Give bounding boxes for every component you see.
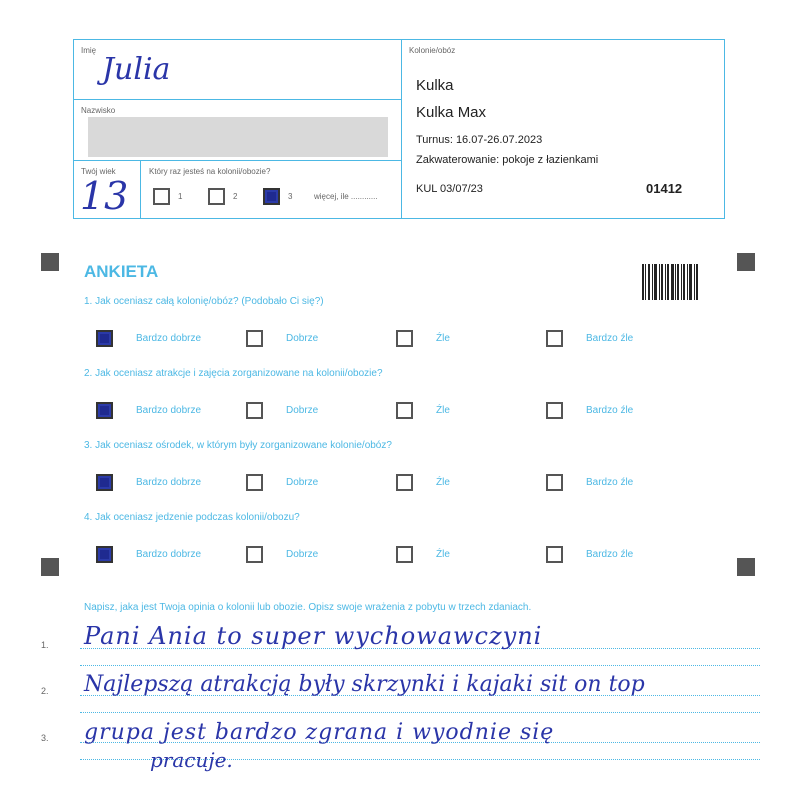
times-label: Który raz jesteś na kolonii/obozie? <box>149 167 271 176</box>
rating-checkbox[interactable] <box>96 330 113 347</box>
answer-line-2[interactable]: Najlepszą atrakcją były skrzynki i kajaki sit on top <box>84 672 645 697</box>
rating-checkbox[interactable] <box>96 402 113 419</box>
line-number: 3. <box>41 733 49 743</box>
times-option-label: 1 <box>178 192 183 201</box>
writing-line <box>80 665 760 666</box>
rating-option-label: Bardzo źle <box>586 477 634 488</box>
header-row-divider <box>74 160 401 161</box>
surname-redaction <box>88 117 388 157</box>
rating-checkbox[interactable] <box>546 402 563 419</box>
rating-option-label: Dobrze <box>286 405 319 416</box>
rating-checkbox[interactable] <box>396 402 413 419</box>
rating-checkbox[interactable] <box>246 402 263 419</box>
rating-checkbox[interactable] <box>396 474 413 491</box>
rating-checkbox[interactable] <box>246 474 263 491</box>
question-text: 1. Jak oceniasz całą kolonię/obóz? (Podobało Ci się?) <box>84 296 324 307</box>
registration-mark <box>737 253 755 271</box>
answer-line-3[interactable]: grupa jest bardzo zgrana i wyodnie się <box>84 720 555 745</box>
registration-mark <box>41 253 59 271</box>
turnus: Turnus: 16.07-26.07.2023 <box>416 134 543 146</box>
accommodation: Zakwaterowanie: pokoje z łazienkami <box>416 154 599 166</box>
answer-line-1[interactable]: Pani Ania to super wychowawczyni <box>84 622 543 650</box>
header-age-divider <box>140 160 141 218</box>
rating-checkbox[interactable] <box>546 546 563 563</box>
line-number: 1. <box>41 640 49 650</box>
age-label: Twój wiek <box>81 167 116 176</box>
rating-checkbox[interactable] <box>96 546 113 563</box>
rating-checkbox[interactable] <box>246 330 263 347</box>
header-row-divider <box>74 99 401 100</box>
rating-option-label: Bardzo źle <box>586 549 634 560</box>
rating-option-label: Źle <box>436 477 450 488</box>
rating-option-label: Źle <box>436 549 450 560</box>
rating-option-label: Bardzo źle <box>586 333 634 344</box>
times-checkbox-2[interactable] <box>208 188 225 205</box>
rating-checkbox[interactable] <box>546 330 563 347</box>
writing-line <box>80 712 760 713</box>
answer-line-4[interactable]: pracuje. <box>150 748 233 772</box>
camp-name-2: Kulka Max <box>416 104 487 121</box>
header-divider <box>401 40 402 218</box>
question-text: 3. Jak oceniasz ośrodek, w którym były zorganizowane kolonie/obóz? <box>84 440 392 451</box>
rating-option-label: Dobrze <box>286 477 319 488</box>
age-value[interactable]: 13 <box>80 174 129 218</box>
question-text: 4. Jak oceniasz jedzenie podczas kolonii/obozu? <box>84 512 300 523</box>
camp-label: Kolonie/obóz <box>409 46 456 55</box>
times-more-field[interactable]: więcej, ile ............ <box>314 192 378 201</box>
rating-checkbox[interactable] <box>396 546 413 563</box>
line-number: 2. <box>41 686 49 696</box>
rating-option-label: Bardzo dobrze <box>136 477 202 488</box>
times-checkbox-1[interactable] <box>153 188 170 205</box>
name-value[interactable]: Julia <box>102 52 171 87</box>
rating-option-label: Bardzo dobrze <box>136 333 202 344</box>
survey-title: ANKIETA <box>84 262 159 281</box>
camp-name-1: Kulka <box>416 77 454 94</box>
header-form <box>73 39 725 219</box>
camp-code: KUL 03/07/23 <box>416 183 483 195</box>
form-number: 01412 <box>646 181 683 196</box>
rating-option-label: Źle <box>436 405 450 416</box>
question-text: 2. Jak oceniasz atrakcje i zajęcia zorganizowane na kolonii/obozie? <box>84 368 383 379</box>
rating-option-label: Bardzo źle <box>586 405 634 416</box>
rating-option-label: Dobrze <box>286 549 319 560</box>
surname-label: Nazwisko <box>81 106 116 115</box>
times-option-label: 3 <box>288 192 293 201</box>
rating-option-label: Bardzo dobrze <box>136 405 202 416</box>
rating-option-label: Bardzo dobrze <box>136 549 202 560</box>
rating-checkbox[interactable] <box>396 330 413 347</box>
times-checkbox-3[interactable] <box>263 188 280 205</box>
rating-checkbox[interactable] <box>96 474 113 491</box>
rating-option-label: Dobrze <box>286 333 319 344</box>
rating-option-label: Źle <box>436 333 450 344</box>
opinion-prompt: Napisz, jaka jest Twoja opinia o kolonii lub obozie. Opisz swoje wrażenia z pobytu w trzech zdaniach. <box>84 602 532 613</box>
name-label: Imię <box>81 46 97 55</box>
rating-checkbox[interactable] <box>546 474 563 491</box>
registration-mark <box>737 558 755 576</box>
times-option-label: 2 <box>233 192 238 201</box>
registration-mark <box>41 558 59 576</box>
barcode <box>642 264 700 300</box>
rating-checkbox[interactable] <box>246 546 263 563</box>
